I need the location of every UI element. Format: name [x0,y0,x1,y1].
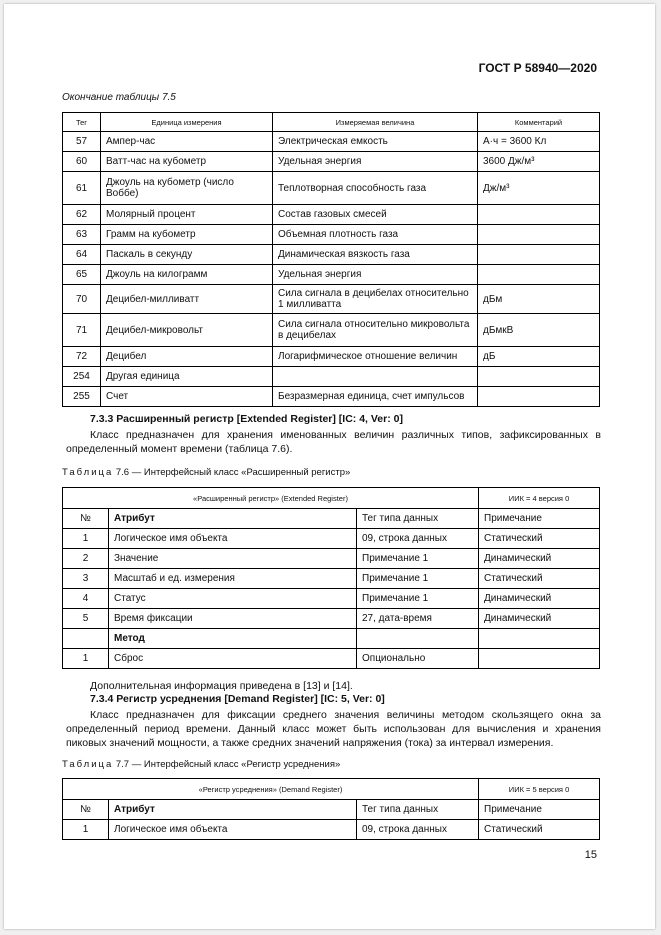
table-cell: Состав газовых смесей [273,205,478,225]
table-cell [478,205,600,225]
table-row [63,314,600,347]
class-name-cell: «Расширенный регистр» (Extended Register) [63,488,479,509]
table-row [63,549,600,569]
table-cell: Джоуль на кубометр (число Воббе) [101,172,273,205]
table-cell [478,245,600,265]
section-7-3-4-text: Класс предназначен для фиксации среднего значения величины методом скользящего окна за определенный период времени. Данный класс может быть использован для вычисления и хранения пиковых значений мощности, а также средних значений напряжения (тока) за интервал измерения. [66,709,601,749]
col-header-no: № [63,800,109,820]
col-header-note: Примечание [479,800,600,820]
col-header: Комментарий [478,113,600,132]
table-cell: Динамический [479,609,600,629]
table-7-7 [62,778,600,840]
table-cell: 60 [63,152,101,172]
table-cell: дБм [478,285,600,314]
table-cell: 27, дата-время [357,609,479,629]
table-cell: 3 [63,569,109,589]
table-cell: Сила сигнала относительно микровольта в децибелах [273,314,478,347]
table-cell: Удельная энергия [273,265,478,285]
page-number: 15 [584,849,597,861]
col-header: Измеряемая величина [273,113,478,132]
table-cell: Децибел-милливатт [101,285,273,314]
table-row [63,589,600,609]
col-header-no: № [63,509,109,529]
table-cell: 61 [63,172,101,205]
table-cell [478,387,600,407]
section-7-3-4-title: 7.3.4 Регистр усреднения [Demand Register] [IC: 5, Ver: 0] [90,693,385,705]
table-header-row [63,800,600,820]
table-cell: Время фиксации [109,609,357,629]
table-cell: А·ч = 3600 Кл [478,132,600,152]
table-cell: Удельная энергия [273,152,478,172]
table-cell: 71 [63,314,101,347]
table-cell: 4 [63,589,109,609]
table-cell: Паскаль в секунду [101,245,273,265]
table-row [63,172,600,205]
table-row [63,529,600,549]
table-cell: Логическое имя объекта [109,820,357,840]
extra-info-text: Дополнительная информация приведена в [13] и [14]. [90,680,353,692]
table-row [63,132,600,152]
col-header: Единица измерения [101,113,273,132]
table-row [63,569,600,589]
table-cell: Сила сигнала в децибелах относительно 1 милливатта [273,285,478,314]
method-header-row [63,629,600,649]
table-cell: 3600 Дж/м³ [478,152,600,172]
table-cell: Динамический [479,589,600,609]
table-row [63,609,600,629]
document-header: ГОСТ Р 58940—2020 [478,61,597,75]
table-cell: Статический [479,569,600,589]
class-id-cell: ИИК = 5 версия 0 [479,779,600,800]
col-header: Тег [63,113,101,132]
table-cell: Динамическая вязкость газа [273,245,478,265]
table-cell: Масштаб и ед. измерения [109,569,357,589]
section-7-3-3-title: 7.3.3 Расширенный регистр [Extended Register] [IC: 4, Ver: 0] [90,413,403,425]
table-cell: 5 [63,609,109,629]
table-cell: Децибел [101,347,273,367]
table-cell: 254 [63,367,101,387]
table-cell [478,265,600,285]
class-name-cell: «Регистр усреднения» (Demand Register) [63,779,479,800]
table-cell: 72 [63,347,101,367]
table-cell: Логическое имя объекта [109,529,357,549]
table-cell: Децибел-микровольт [101,314,273,347]
table-cell: Опционально [357,649,479,669]
table-7-5 [62,112,600,407]
table-cell: Дж/м³ [478,172,600,205]
table-cell [479,649,600,669]
table-7-5-caption: Окончание таблицы 7.5 [62,92,176,103]
col-header-method: Метод [109,629,357,649]
table-cell: Статус [109,589,357,609]
table-row [63,387,600,407]
table-cell: Примечание 1 [357,569,479,589]
table-cell: 1 [63,649,109,669]
table-top-header-row [63,488,600,509]
table-cell: Счет [101,387,273,407]
table-cell: Статический [479,820,600,840]
class-id-cell: ИИК = 4 версия 0 [479,488,600,509]
table-top-header-row [63,779,600,800]
table-cell: 63 [63,225,101,245]
table-cell: 09, строка данных [357,529,479,549]
table-cell [478,367,600,387]
table-cell: 2 [63,549,109,569]
table-cell: Электрическая емкость [273,132,478,152]
table-row [63,225,600,245]
table-cell [478,225,600,245]
table-header-row [63,113,600,132]
table-7-7-caption: Таблица 7.7 — Интерфейсный класс «Регистр усреднения» [62,759,341,770]
table-cell: Ампер-час [101,132,273,152]
document-page [4,4,655,929]
table-row [63,285,600,314]
col-header-type: Тег типа данных [357,509,479,529]
table-cell: Молярный процент [101,205,273,225]
section-7-3-3-text: Класс предназначен для хранения именованных величин различных типов, зафиксированных в определенный момент времени (таблица 7.6). [66,429,601,455]
table-cell: 70 [63,285,101,314]
table-cell: Динамический [479,549,600,569]
table-row [63,347,600,367]
table-row [63,649,600,669]
table-7-6 [62,487,600,669]
table-cell: Теплотворная способность газа [273,172,478,205]
table-cell: 1 [63,529,109,549]
table-cell: Объемная плотность газа [273,225,478,245]
col-header-type: Тег типа данных [357,800,479,820]
table-cell: Безразмерная единица, счет импульсов [273,387,478,407]
table-cell: Другая единица [101,367,273,387]
table-row [63,367,600,387]
table-cell: дБ [478,347,600,367]
table-cell: 65 [63,265,101,285]
col-header-attribute: Атрибут [109,800,357,820]
table-cell: Джоуль на килограмм [101,265,273,285]
table-cell: Примечание 1 [357,589,479,609]
table-row [63,245,600,265]
table-cell: Сброс [109,649,357,669]
table-row [63,205,600,225]
table-cell [273,367,478,387]
table-cell: Ватт-час на кубометр [101,152,273,172]
table-cell: 62 [63,205,101,225]
table-7-6-caption: Таблица 7.6 — Интерфейсный класс «Расширенный регистр» [62,467,351,478]
table-header-row [63,509,600,529]
table-cell: 64 [63,245,101,265]
table-cell: 09, строка данных [357,820,479,840]
table-cell: Грамм на кубометр [101,225,273,245]
table-cell: Статический [479,529,600,549]
table-row [63,265,600,285]
table-cell: 57 [63,132,101,152]
table-row [63,820,600,840]
col-header-note: Примечание [479,509,600,529]
table-cell: 1 [63,820,109,840]
table-cell: Значение [109,549,357,569]
table-cell: Примечание 1 [357,549,479,569]
col-header-attribute: Атрибут [109,509,357,529]
table-row [63,152,600,172]
table-cell: дБмкВ [478,314,600,347]
table-cell: Логарифмическое отношение величин [273,347,478,367]
table-cell: 255 [63,387,101,407]
